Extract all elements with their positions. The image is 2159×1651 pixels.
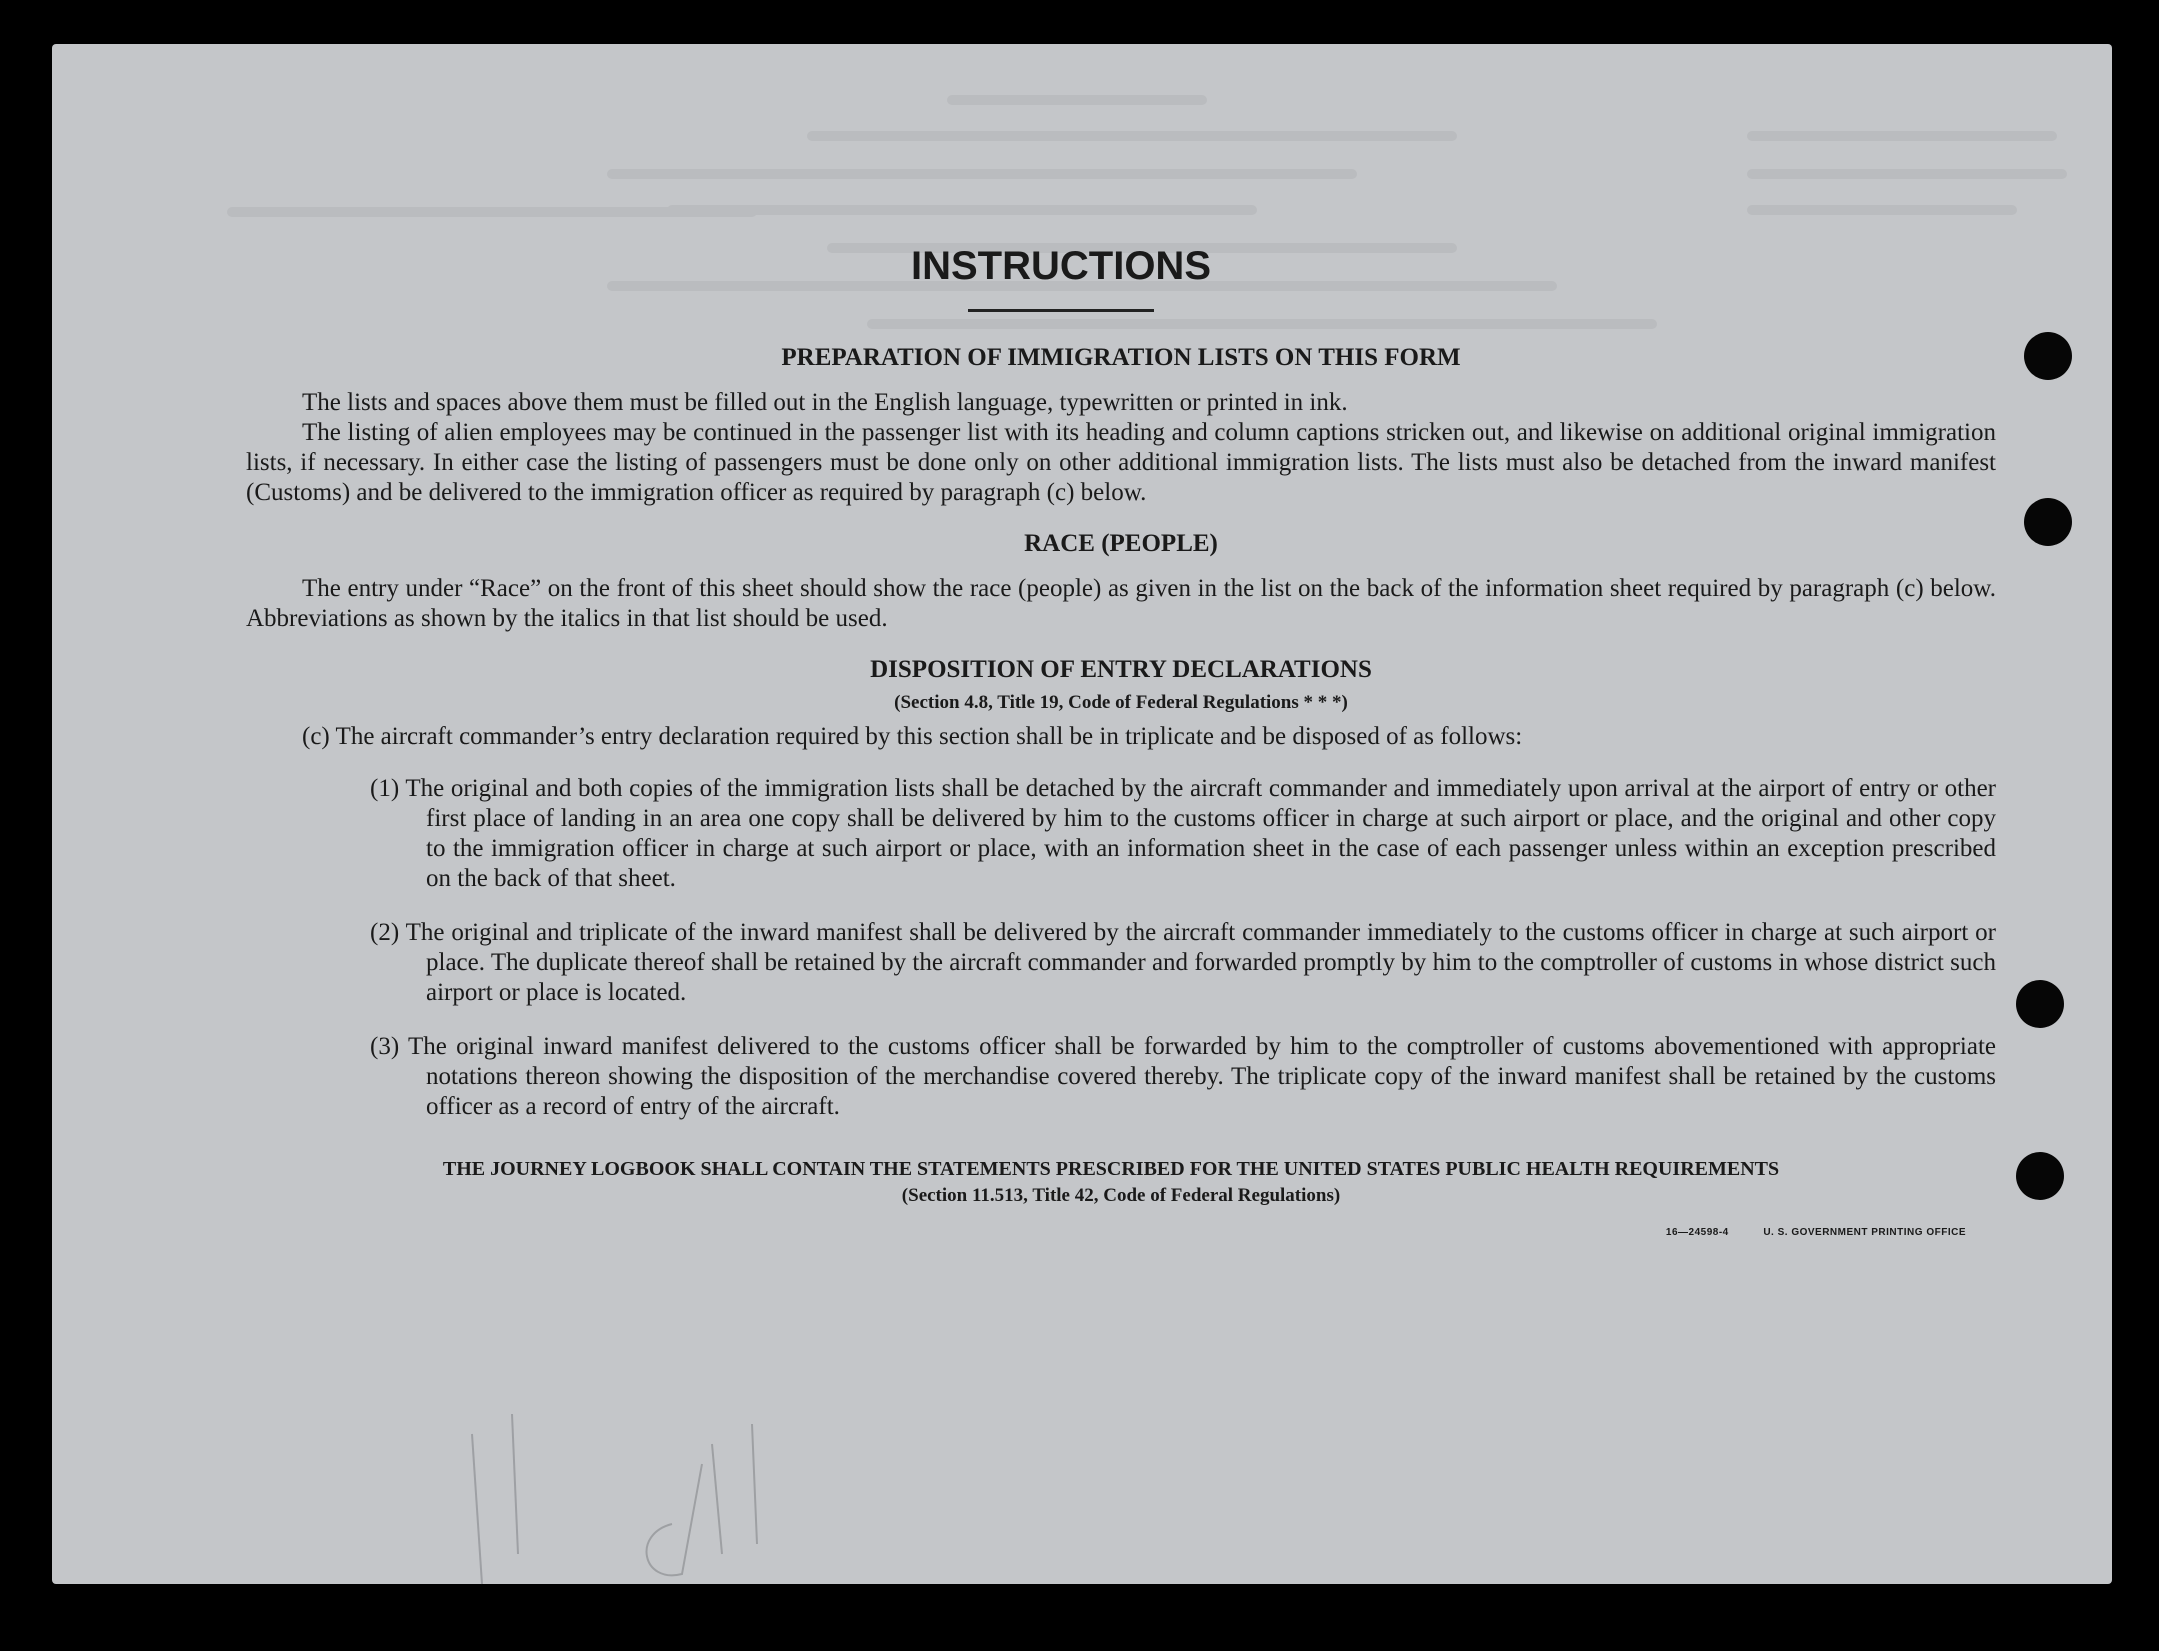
punch-hole bbox=[2024, 498, 2072, 546]
disposition-intro: (c) The aircraft commander’s entry declaration required by this section shall be in triplicate and be disposed of as follows: bbox=[302, 723, 1523, 750]
document-sheet bbox=[52, 44, 2112, 1584]
disposition-citation: (Section 4.8, Title 19, Code of Federal Regulations * * *) bbox=[894, 692, 1348, 713]
page-title: INSTRUCTIONS bbox=[911, 244, 1211, 288]
disposition-item-1: (1) The original and both copies of the immigration lists shall be detached by the aircraft commander and immediately upon arrival at the airport of entry or other first place of landing in an area one copy shall be delivered by him to the customs officer in charge at such airport or place, and the original and other copy to the immigration officer in charge at such airport or place, with an information sheet in the case of each passenger unless within an exception prescribed on the back of that sheet. bbox=[370, 775, 1996, 892]
disposition-item-3: (3) The original inward manifest delivered to the customs officer shall be forwarded by him to the comptroller of customs abovementioned with appropriate notations thereon showing the disposition of the merchandise covered thereby. The triplicate copy of the inward manifest shall be retained by the customs officer as a record of entry of the aircraft. bbox=[370, 1033, 1996, 1120]
preparation-paragraph-2: The listing of alien employees may be continued in the passenger list with its heading and column captions stricken out, and likewise on additional original immigration lists, if necessary. In either case the listing of passengers must be done only on other additional immigration lists. The lists must also be detached from the inward manifest (Customs) and be delivered to the immigration officer as required by paragraph (c) below. bbox=[246, 419, 1996, 506]
printer-note bbox=[246, 1227, 1996, 1267]
instructions-content bbox=[246, 244, 1996, 1267]
race-paragraph: The entry under “Race” on the front of this sheet should show the race (people) as given in the list on the back of the information sheet required by paragraph (c) below. Abbreviations as shown by the italics in that list should be used. bbox=[246, 575, 1996, 632]
punch-hole bbox=[2024, 332, 2072, 380]
logbook-heading: THE JOURNEY LOGBOOK SHALL CONTAIN THE STATEMENTS PRESCRIBED FOR THE UNITED STATES PUBLIC HEALTH REQUIREMENTS bbox=[442, 1158, 1780, 1180]
punch-hole bbox=[2016, 1152, 2064, 1200]
handwritten-mark bbox=[452, 1404, 792, 1604]
printer-code: 16—24598-4 bbox=[1665, 1227, 1729, 1238]
disposition-heading: DISPOSITION OF ENTRY DECLARATIONS bbox=[870, 656, 1372, 683]
title-underline bbox=[968, 309, 1154, 312]
preparation-paragraph-1: The lists and spaces above them must be filled out in the English language, typewritten or printed in ink. bbox=[302, 389, 1348, 416]
disposition-item-2: (2) The original and triplicate of the inward manifest shall be delivered by the aircraft commander immediately to the customs officer in charge at such airport or place. The duplicate thereof shall be retained by the aircraft commander and forwarded promptly by him to the comptroller of customs in whose district such airport or place is located. bbox=[370, 919, 1996, 1006]
printer-office: U. S. GOVERNMENT PRINTING OFFICE bbox=[1763, 1227, 1966, 1238]
preparation-heading: PREPARATION OF IMMIGRATION LISTS ON THIS FORM bbox=[781, 344, 1461, 371]
logbook-citation: (Section 11.513, Title 42, Code of Federal Regulations) bbox=[901, 1185, 1341, 1206]
punch-hole bbox=[2016, 980, 2064, 1028]
race-heading: RACE (PEOPLE) bbox=[1024, 530, 1218, 557]
